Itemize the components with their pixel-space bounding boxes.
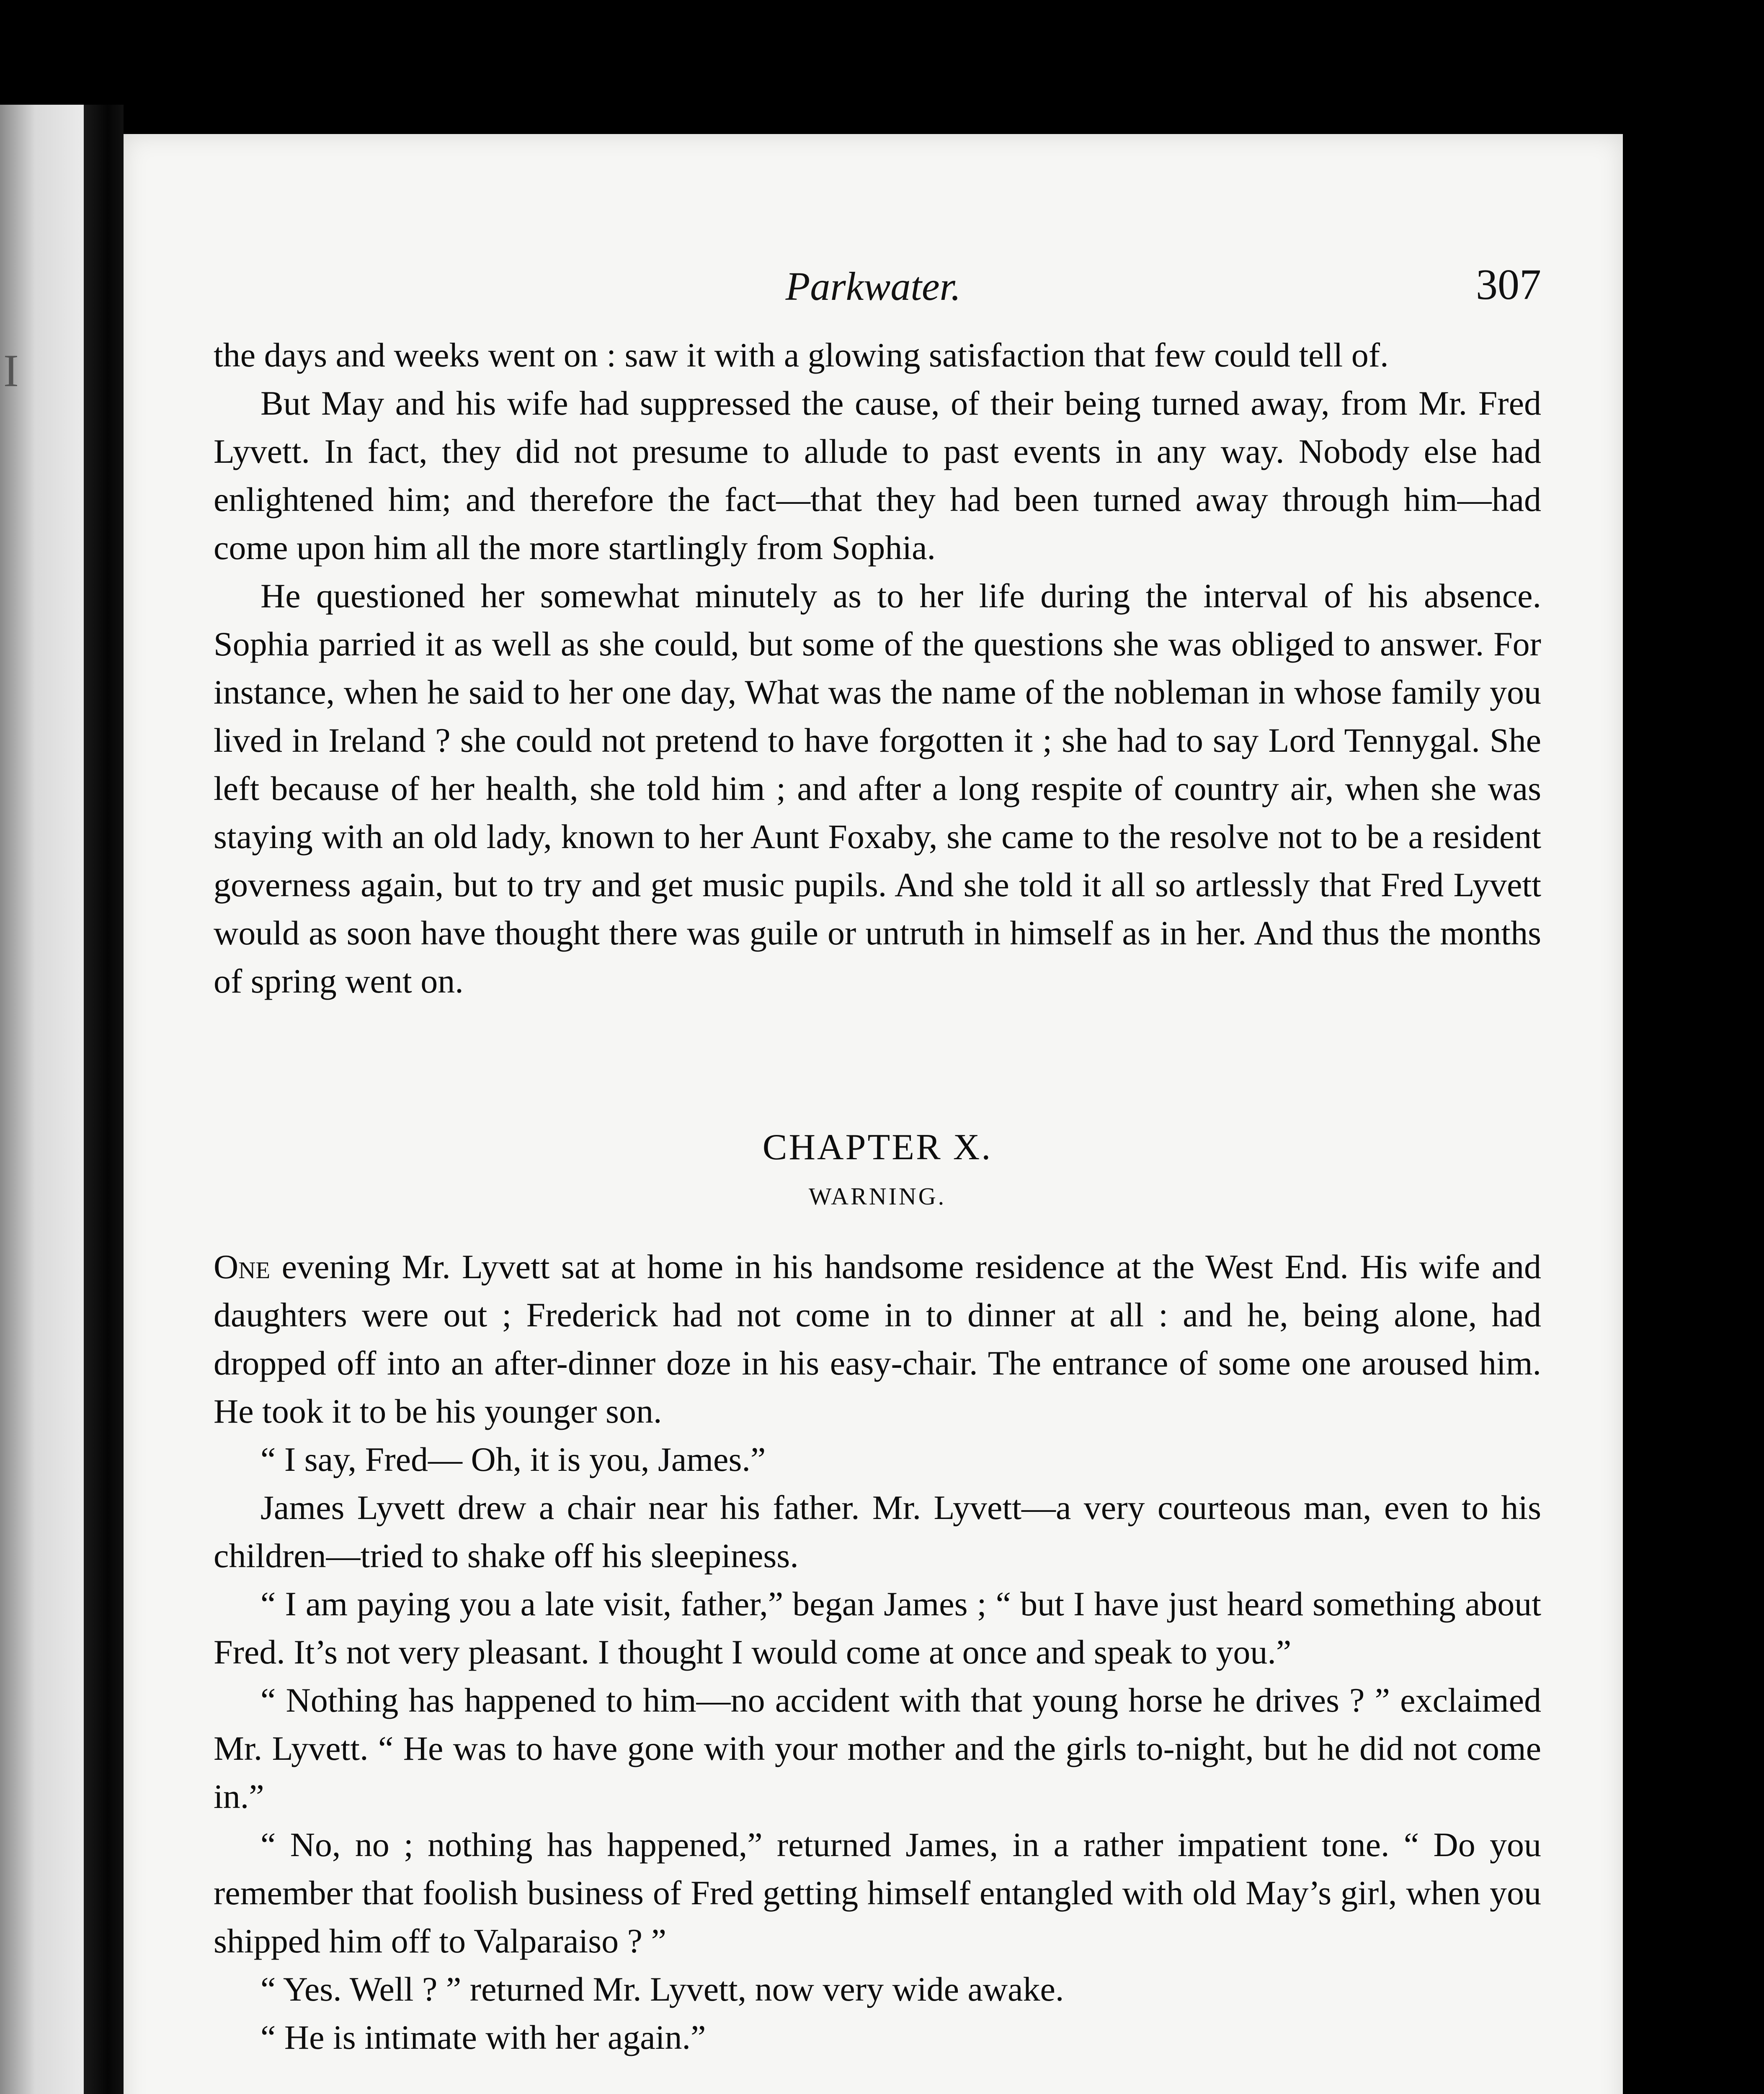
chapter-opening-paragraph bbox=[214, 1243, 1541, 1435]
chapter-subheading: WARNING. bbox=[808, 1183, 946, 1210]
paragraph: “ Yes. Well ? ” returned Mr. Lyvett, now very wide awake. bbox=[260, 1970, 1064, 2008]
opening-word: One bbox=[214, 1248, 271, 1286]
paragraph: “ I say, Fred— Oh, it is you, James.” bbox=[260, 1440, 766, 1478]
paragraph: He questioned her somewhat minutely as to her life during the interval of his absence. Sophia parried it as well as she could, but some of the questions she was obliged to answer. For instance, when he said to her one day, What was the name of the nobleman in whose family you lived in Ireland ? she could not pretend to have forgotten it ; she had to say Lord Tennygal. She left because of her health, she told him ; and after a long respite of country air, when she was staying with an old lady, known to her Aunt Foxaby, she came to the resolve not to be a resident governess again, but to try and get music pupils. And she told it all so artlessly that Fred Lyvett would as soon have thought there was guile or untruth in himself as in her. And thus the months of spring went on. bbox=[214, 577, 1541, 1000]
paragraph: “ Nothing has happened to him—no accident with that young horse he drives ? ” exclaimed Mr. Lyvett. “ He was to have gone with your mother and the girls to-night, but he did not come in.” bbox=[214, 1681, 1541, 1815]
chapter-heading: CHAPTER X. bbox=[762, 1127, 993, 1168]
book-page bbox=[124, 134, 1623, 2094]
paragraph: “ No, no ; nothing has happened,” returned James, in a rather impatient tone. “ Do you remember that foolish business of Fred getting himself entangled with old May’s girl, when you shipped him off to Valparaiso ? ” bbox=[214, 1826, 1541, 1960]
running-title: Parkwater. bbox=[785, 264, 961, 309]
facing-page-glyph: I bbox=[3, 345, 19, 396]
page-number: 307 bbox=[1476, 260, 1541, 309]
paragraph: James Lyvett drew a chair near his father. Mr. Lyvett—a very courteous man, even to his children—tried to shake off his sleepiness. bbox=[214, 1488, 1541, 1575]
facing-page-edge bbox=[0, 105, 88, 2094]
body-text bbox=[214, 331, 1541, 2061]
paragraph: But May and his wife had suppressed the cause, of their being turned away, from Mr. Fred Lyvett. In fact, they did not presume to allude to past events in any way. Nobody else had enlightened him; and therefore the fact—that they had been turned away through him—had come upon him all the more startlingly from Sophia. bbox=[214, 384, 1541, 567]
paragraph: “ He is intimate with her again.” bbox=[260, 2018, 706, 2056]
book-gutter bbox=[84, 105, 124, 2094]
paragraph: “ I am paying you a late visit, father,” began James ; “ but I have just heard something about Fred. It’s not very pleasant. I thought I would come at once and speak to you.” bbox=[214, 1585, 1541, 1671]
running-head bbox=[124, 255, 1623, 314]
paragraph: the days and weeks went on : saw it with a glowing satisfaction that few could tell of. bbox=[214, 336, 1389, 374]
opening-text: evening Mr. Lyvett sat at home in his handsome residence at the West End. His wife and daughters were out ; Frederick had not come in to dinner at all : and he, being alone, had dropped off into an after-dinner doze in his easy-chair. The entrance of some one aroused him. He took it to be his younger son. bbox=[214, 1248, 1541, 1430]
